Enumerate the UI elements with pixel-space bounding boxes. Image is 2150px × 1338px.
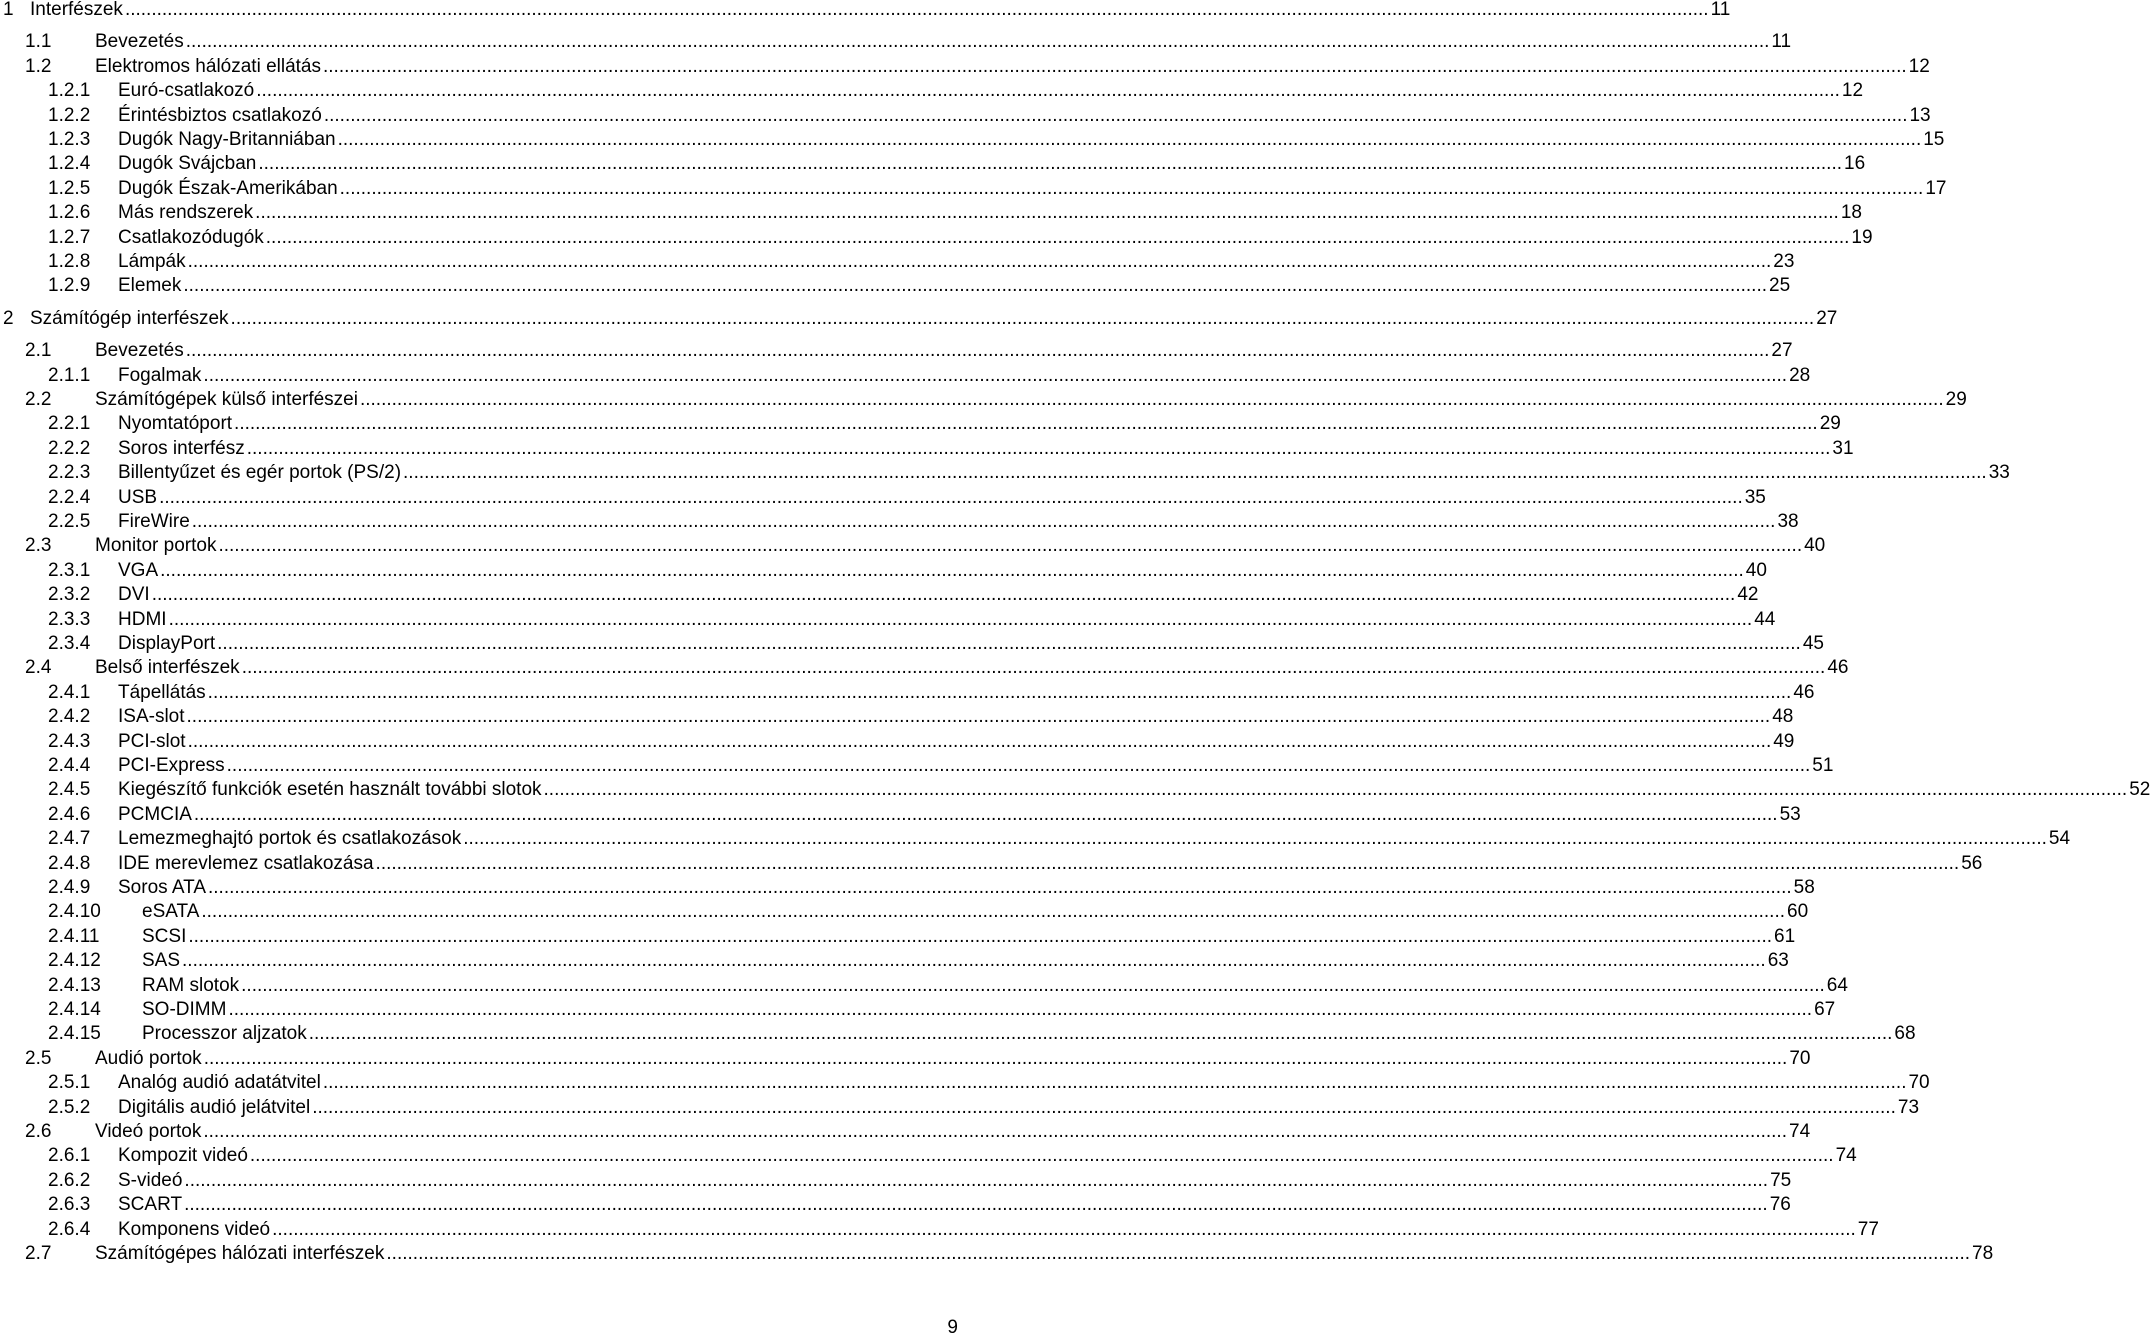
toc-entry-title: SCSI <box>142 925 187 947</box>
toc-entry[interactable] <box>0 412 1841 436</box>
toc-entry-title: Soros interfész <box>118 437 245 459</box>
toc-entry[interactable] <box>0 307 1838 331</box>
toc-leader-dots: ............................................................................................................................................................................................................................................................................................................ <box>124 0 1709 20</box>
toc-entry-page: 64 <box>1826 974 1848 996</box>
toc-entry-number: 2.5.1 <box>48 1072 91 1094</box>
toc-entry-number: 2.1.1 <box>48 364 91 386</box>
toc-entry-page: 48 <box>1772 706 1794 728</box>
toc-entry[interactable] <box>0 559 1767 583</box>
toc-entry-title: Kompozit videó <box>118 1145 248 1167</box>
toc-entry-title: PCI-Express <box>118 755 225 776</box>
toc-entry[interactable] <box>0 949 1789 973</box>
toc-entry-page: 60 <box>1787 901 1809 923</box>
toc-entry-title: Komponens videó <box>118 1218 271 1240</box>
toc-leader-dots: ............................................................................................................................................................................................................................................................................................................ <box>201 901 1786 923</box>
toc-entry-title: Interfészek <box>30 0 123 20</box>
toc-leader-dots: ............................................................................................................................................................................................................................................................................................................ <box>207 681 1792 703</box>
toc-entry-page: 54 <box>2048 828 2071 850</box>
toc-entry-page: 27 <box>1771 340 1793 362</box>
toc-entry-number: 2.7 <box>25 1243 52 1264</box>
toc-entry-page: 11 <box>1710 0 1731 20</box>
toc-leader-dots: ............................................................................................................................................................................................................................................................................................................ <box>255 202 1839 224</box>
toc-entry-page: 19 <box>1851 226 1873 248</box>
toc-entry-title: DisplayPort <box>118 633 216 654</box>
toc-leader-dots: ............................................................................................................................................................................................................................................................................................................ <box>403 462 1987 484</box>
toc-entry-title: Lemezmeghajtó portok és csatlakozások <box>118 828 462 850</box>
toc-entry-page: 77 <box>1857 1218 1879 1240</box>
toc-leader-dots: ............................................................................................................................................................................................................................................................................................................ <box>312 1096 1896 1118</box>
toc-entry[interactable] <box>0 705 1794 729</box>
toc-entry-title: Monitor portok <box>95 535 217 557</box>
toc-entry-page: 74 <box>1835 1145 1857 1167</box>
toc-leader-dots: ............................................................................................................................................................................................................................................................................................................ <box>249 1145 1834 1167</box>
toc-entry-page: 13 <box>1909 104 1931 126</box>
toc-entry-page: 12 <box>1841 80 1864 102</box>
toc-entry[interactable] <box>0 226 1873 250</box>
toc-entry-title: Elektromos hálózati ellátás <box>95 55 321 77</box>
toc-entry-page: 70 <box>1908 1072 1930 1094</box>
toc-entry-page: 67 <box>1814 999 1836 1020</box>
toc-entry-page: 16 <box>1844 153 1866 175</box>
toc-leader-dots: ............................................................................................................................................................................................................................................................................................................ <box>228 999 1813 1020</box>
toc-leader-dots: ............................................................................................................................................................................................................................................................................................................ <box>151 584 1736 606</box>
toc-entry-title: IDE merevlemez csatlakozása <box>118 852 374 874</box>
toc-entry[interactable] <box>0 250 1795 274</box>
toc-entry-title: SO-DIMM <box>142 999 227 1020</box>
toc-entry-title: Számítógép interfészek <box>30 307 229 329</box>
toc-entry-number: 2.3.1 <box>48 559 91 581</box>
toc-leader-dots: ............................................................................................................................................................................................................................................................................................................ <box>375 852 1960 874</box>
toc-leader-dots: ............................................................................................................................................................................................................................................................................................................ <box>183 275 1768 297</box>
toc-entry[interactable] <box>0 388 1967 412</box>
toc-entry[interactable] <box>0 1096 1920 1120</box>
toc-entry-title: Érintésbiztos csatlakozó <box>118 104 322 126</box>
toc-entry-page: 49 <box>1773 730 1795 752</box>
toc-leader-dots: ............................................................................................................................................................................................................................................................................................................ <box>234 413 1818 435</box>
toc-leader-dots: ............................................................................................................................................................................................................................................................................................................ <box>184 1194 1768 1216</box>
toc-entry-page: 74 <box>1789 1121 1811 1142</box>
toc-entry-title: USB <box>118 486 158 508</box>
toc-entry-number: 2.2.1 <box>48 413 91 435</box>
toc-entry[interactable] <box>0 583 1759 607</box>
toc-entry[interactable] <box>0 1120 1811 1144</box>
toc-leader-dots: ............................................................................................................................................................................................................................................................................................................ <box>543 779 2128 801</box>
toc-entry-page: 35 <box>1744 486 1766 508</box>
toc-leader-dots: ............................................................................................................................................................................................................................................................................................................ <box>187 251 1772 272</box>
toc-entry-number: 2.4.6 <box>48 803 91 825</box>
toc-entry[interactable] <box>0 1071 1930 1095</box>
toc-entry-title: Más rendszerek <box>118 202 254 224</box>
toc-leader-dots: ............................................................................................................................................................................................................................................................................................................ <box>241 974 1825 996</box>
toc-entry[interactable] <box>0 1047 1811 1071</box>
toc-entry-number: 1.1 <box>25 31 52 53</box>
toc-entry-page: 51 <box>1812 755 1834 776</box>
toc-entry[interactable] <box>0 974 1848 998</box>
toc-leader-dots: ............................................................................................................................................................................................................................................................................................................ <box>265 226 1850 248</box>
toc-entry[interactable] <box>0 510 1799 534</box>
toc-entry[interactable] <box>0 730 1795 754</box>
toc-entry[interactable] <box>0 177 1947 201</box>
toc-leader-dots: ............................................................................................................................................................................................................................................................................................................ <box>308 1023 1893 1045</box>
toc-entry-title: Bevezetés <box>95 340 184 362</box>
toc-entry-page: 46 <box>1793 681 1815 703</box>
toc-entry-number: 2.2.5 <box>48 511 91 532</box>
toc-entry-page: 63 <box>1767 950 1789 972</box>
toc-leader-dots: ............................................................................................................................................................................................................................................................................................................ <box>186 706 1771 728</box>
toc-entry-title: Bevezetés <box>95 31 184 53</box>
toc-leader-dots: ............................................................................................................................................................................................................................................................................................................ <box>217 633 1801 654</box>
toc-entry[interactable] <box>0 925 1796 949</box>
toc-entry-title: eSATA <box>142 901 200 923</box>
toc-entry[interactable] <box>0 128 1945 152</box>
toc-entry-title: Digitális audió jelátvitel <box>118 1096 311 1118</box>
toc-entry-page: 42 <box>1737 584 1759 606</box>
toc-leader-dots: ............................................................................................................................................................................................................................................................................................................ <box>159 486 1743 508</box>
toc-leader-dots: ............................................................................................................................................................................................................................................................................................................ <box>241 657 1826 679</box>
toc-leader-dots: ............................................................................................................................................................................................................................................................................................................ <box>203 1047 1788 1069</box>
toc-entry-title: Számítógépek külső interfészei <box>95 389 358 410</box>
toc-entry-title: Billentyűzet és egér portok (PS/2) <box>118 462 402 484</box>
toc-entry[interactable] <box>0 1144 1857 1168</box>
toc-entry-page: 53 <box>1779 803 1801 825</box>
toc-entry-number: 2.3 <box>25 535 52 557</box>
toc-entry-number: 2.3.2 <box>48 584 91 606</box>
toc-entry-number: 1.2.4 <box>48 153 91 175</box>
toc-entry-title: Kiegészítő funkciók esetén használt további slotok <box>118 779 542 801</box>
toc-entry-page: 11 <box>1771 31 1792 53</box>
toc-leader-dots: ............................................................................................................................................................................................................................................................................................................ <box>184 1169 1769 1191</box>
toc-leader-dots: ............................................................................................................................................................................................................................................................................................................ <box>322 1072 1907 1094</box>
toc-entry[interactable] <box>0 437 1854 461</box>
toc-entry-number: 2.4.4 <box>48 755 91 776</box>
toc-leader-dots: ............................................................................................................................................................................................................................................................................................................ <box>188 925 1773 947</box>
toc-entry-number: 1.2.6 <box>48 202 91 224</box>
toc-entry[interactable] <box>0 998 1836 1022</box>
toc-leader-dots: ............................................................................................................................................................................................................................................................................................................ <box>258 153 1843 175</box>
toc-entry[interactable] <box>0 1193 1791 1217</box>
toc-entry-title: Videó portok <box>95 1121 202 1142</box>
toc-entry-page: 52 <box>2129 779 2150 801</box>
toc-entry-title: VGA <box>118 559 159 581</box>
toc-entry-page: 70 <box>1789 1047 1811 1069</box>
toc-entry[interactable] <box>0 656 1849 680</box>
toc-entry-page: 58 <box>1793 877 1815 898</box>
toc-entry-number: 2.2.3 <box>48 462 91 484</box>
toc-entry-number: 2.6.4 <box>48 1218 91 1240</box>
toc-entry-page: 29 <box>1945 389 1967 410</box>
toc-entry-title: Audió portok <box>95 1047 202 1069</box>
toc-entry[interactable] <box>0 201 1862 225</box>
toc-entry-title: Számítógépes hálózati interfészek <box>95 1243 385 1264</box>
toc-leader-dots: ............................................................................................................................................................................................................................................................................................................ <box>187 730 1772 752</box>
toc-entry-page: 29 <box>1819 413 1841 435</box>
toc-leader-dots: ............................................................................................................................................................................................................................................................................................................ <box>193 803 1778 825</box>
toc-leader-dots: ............................................................................................................................................................................................................................................................................................................ <box>218 535 1803 557</box>
toc-entry-number: 2.6.1 <box>48 1145 91 1167</box>
toc-entry-number: 2.4.10 <box>48 901 101 923</box>
toc-leader-dots: ............................................................................................................................................................................................................................................................................................................ <box>339 177 1924 199</box>
toc-entry-number: 2.4.3 <box>48 730 91 752</box>
toc-entry-title: RAM slotok <box>142 974 240 996</box>
toc-leader-dots: ............................................................................................................................................................................................................................................................................................................ <box>191 511 1776 532</box>
toc-entry-page: 28 <box>1789 364 1811 386</box>
toc-entry-title: SCART <box>118 1194 183 1216</box>
toc-entry-number: 2.4.15 <box>48 1023 101 1045</box>
toc-entry-title: DVI <box>118 584 150 606</box>
toc-entry-number: 2.4.12 <box>48 950 101 972</box>
page-number: 9 <box>947 1317 958 1338</box>
toc-entry-page: 75 <box>1770 1169 1792 1191</box>
toc-entry-title: Soros ATA <box>118 877 206 898</box>
toc-leader-dots: ............................................................................................................................................................................................................................................................................................................ <box>203 364 1788 386</box>
toc-entry-title: Lámpák <box>118 251 186 272</box>
toc-entry[interactable] <box>0 1218 1879 1242</box>
toc-entry-number: 2.4.11 <box>48 925 100 947</box>
toc-entry-page: 46 <box>1827 657 1849 679</box>
toc-entry[interactable] <box>0 754 1834 778</box>
toc-leader-dots: ............................................................................................................................................................................................................................................................................................................ <box>208 877 1792 898</box>
toc-leader-dots: ............................................................................................................................................................................................................................................................................................................ <box>463 828 2047 850</box>
toc-entry-title: Elemek <box>118 275 182 297</box>
toc-entry-number: 2.4.8 <box>48 852 91 874</box>
toc-entry-title: PCMCIA <box>118 803 192 825</box>
toc-leader-dots: ............................................................................................................................................................................................................................................................................................................ <box>386 1243 1971 1264</box>
toc-leader-dots: ............................................................................................................................................................................................................................................................................................................ <box>359 389 1944 410</box>
toc-entry[interactable] <box>0 1022 1916 1046</box>
toc-entry[interactable] <box>0 803 1801 827</box>
toc-entry[interactable] <box>0 104 1931 128</box>
toc-entry-number: 1.2.5 <box>48 177 91 199</box>
toc-entry[interactable] <box>0 274 1791 298</box>
toc-leader-dots: ............................................................................................................................................................................................................................................................................................................ <box>226 755 1811 776</box>
toc-entry-title: S-videó <box>118 1169 183 1191</box>
toc-entry-number: 2.4.5 <box>48 779 91 801</box>
toc-entry[interactable] <box>0 339 1793 363</box>
toc-leader-dots: ............................................................................................................................................................................................................................................................................................................ <box>182 950 1766 972</box>
toc-leader-dots: ............................................................................................................................................................................................................................................................................................................ <box>246 437 1831 459</box>
toc-entry-page: 40 <box>1804 535 1826 557</box>
toc-entry-page: 12 <box>1908 55 1930 77</box>
toc-entry[interactable] <box>0 681 1815 705</box>
toc-entry-number: 2.4.14 <box>48 999 101 1020</box>
toc-entry[interactable] <box>0 486 1766 510</box>
toc-entry[interactable] <box>0 534 1826 558</box>
toc-entry[interactable] <box>0 827 2071 851</box>
toc-entry-title: ISA-slot <box>118 706 185 728</box>
toc-leader-dots: ............................................................................................................................................................................................................................................................................................................ <box>272 1218 1856 1240</box>
toc-entry-number: 1.2.2 <box>48 104 91 126</box>
toc-entry-page: 76 <box>1769 1194 1791 1216</box>
toc-entry-title: Fogalmak <box>118 364 202 386</box>
toc-leader-dots: ............................................................................................................................................................................................................................................................................................................ <box>168 608 1753 630</box>
toc-entry[interactable] <box>0 608 1776 632</box>
toc-entry-page: 18 <box>1840 202 1862 224</box>
toc-entry-page: 31 <box>1832 437 1854 459</box>
toc-leader-dots: ............................................................................................................................................................................................................................................................................................................ <box>185 31 1770 53</box>
toc-entry-title: Processzor aljzatok <box>142 1023 307 1045</box>
toc-entry[interactable] <box>0 876 1815 900</box>
toc-leader-dots: ............................................................................................................................................................................................................................................................................................................ <box>323 104 1908 126</box>
toc-entry-number: 2.4.2 <box>48 706 91 728</box>
toc-entry-title: Csatlakozódugók <box>118 226 264 248</box>
toc-entry-title: FireWire <box>118 511 190 532</box>
toc-entry-title: Euró-csatlakozó <box>118 80 255 102</box>
toc-entry-number: 1.2 <box>25 55 52 77</box>
toc-entry-page: 38 <box>1777 511 1799 532</box>
toc-leader-dots: ............................................................................................................................................................................................................................................................................................................ <box>160 559 1744 581</box>
toc-entry-number: 2.6.3 <box>48 1194 91 1216</box>
toc-entry-number: 2.5 <box>25 1047 52 1069</box>
toc-entry-title: Nyomtatóport <box>118 413 233 435</box>
toc-entry-page: 27 <box>1816 307 1838 329</box>
toc-entry-number: 2.6 <box>25 1121 52 1142</box>
toc-entry[interactable] <box>0 852 1983 876</box>
toc-entry-page: 78 <box>1972 1243 1994 1264</box>
toc-entry-number: 2.4.7 <box>48 828 91 850</box>
toc-entry[interactable] <box>0 900 1809 924</box>
toc-entry-title: Belső interfészek <box>95 657 240 679</box>
toc-entry-title: Analóg audió adatátvitel <box>118 1072 321 1094</box>
toc-entry[interactable] <box>0 79 1864 103</box>
toc-leader-dots: ............................................................................................................................................................................................................................................................................................................ <box>185 340 1770 362</box>
toc-entry-title: HDMI <box>118 608 167 630</box>
toc-entry-title: Dugók Svájcban <box>118 153 257 175</box>
toc-entry[interactable] <box>0 1169 1792 1193</box>
toc-entry-number: 2.2.2 <box>48 437 91 459</box>
toc-entry-number: 2.5.2 <box>48 1096 91 1118</box>
toc-entry-number: 1.2.8 <box>48 251 91 272</box>
toc-entry-number: 2.4.9 <box>48 877 91 898</box>
toc-entry[interactable] <box>0 30 1792 54</box>
toc-entry-page: 73 <box>1897 1096 1920 1118</box>
toc-entry-page: 33 <box>1988 462 2010 484</box>
toc-entry[interactable] <box>0 1242 1994 1266</box>
toc-entry[interactable] <box>0 632 1824 656</box>
toc-entry-page: 25 <box>1769 275 1791 297</box>
toc-entry-number: 1.2.3 <box>48 129 91 150</box>
toc-entry-page: 17 <box>1925 177 1947 199</box>
toc-entry-title: SAS <box>142 950 181 972</box>
toc-entry-number: 2.4.13 <box>48 974 101 996</box>
toc-entry-number: 2.3.3 <box>48 608 91 630</box>
toc-entry-number: 1.2.1 <box>48 80 91 102</box>
toc-entry-page: 61 <box>1774 925 1796 947</box>
toc-leader-dots: ............................................................................................................................................................................................................................................................................................................ <box>256 80 1840 102</box>
toc-entry[interactable] <box>0 55 1930 79</box>
toc-entry-page: 56 <box>1961 852 1983 874</box>
toc-entry-page: 15 <box>1923 129 1945 150</box>
toc-entry-number: 1.2.7 <box>48 226 91 248</box>
toc-entry-number: 1 <box>3 0 14 20</box>
toc-entry[interactable] <box>0 461 2010 485</box>
toc-entry[interactable] <box>0 778 2150 802</box>
toc-leader-dots: ............................................................................................................................................................................................................................................................................................................ <box>337 129 1922 150</box>
toc-entry-page: 44 <box>1754 608 1776 630</box>
toc-entry-page: 23 <box>1773 251 1795 272</box>
toc-entry-number: 2.4 <box>25 657 52 679</box>
toc-entry[interactable] <box>0 364 1811 388</box>
toc-entry-title: Dugók Észak-Amerikában <box>118 177 338 199</box>
toc-entry[interactable] <box>0 0 1731 22</box>
toc-leader-dots: ............................................................................................................................................................................................................................................................................................................ <box>323 55 1907 77</box>
toc-entry-number: 2.2 <box>25 389 52 410</box>
toc-entry-number: 2.2.4 <box>48 486 91 508</box>
toc-entry-title: Dugók Nagy-Britanniában <box>118 129 336 150</box>
toc-entry-number: 2.4.1 <box>48 681 91 703</box>
toc-entry-page: 45 <box>1802 633 1824 654</box>
toc-entry-number: 2.3.4 <box>48 633 91 654</box>
toc-entry-number: 2.1 <box>25 340 52 362</box>
toc-entry-title: Tápellátás <box>118 681 206 703</box>
toc-entry-number: 2.6.2 <box>48 1169 91 1191</box>
toc-leader-dots: ............................................................................................................................................................................................................................................................................................................ <box>203 1121 1787 1142</box>
toc-entry-number: 2 <box>3 307 14 329</box>
toc-entry-title: PCI-slot <box>118 730 186 752</box>
toc-entry-number: 1.2.9 <box>48 275 91 297</box>
toc-entry-page: 68 <box>1894 1023 1916 1045</box>
toc-entry-page: 40 <box>1745 559 1767 581</box>
toc-leader-dots: ............................................................................................................................................................................................................................................................................................................ <box>230 307 1815 329</box>
toc-entry[interactable] <box>0 152 1866 176</box>
